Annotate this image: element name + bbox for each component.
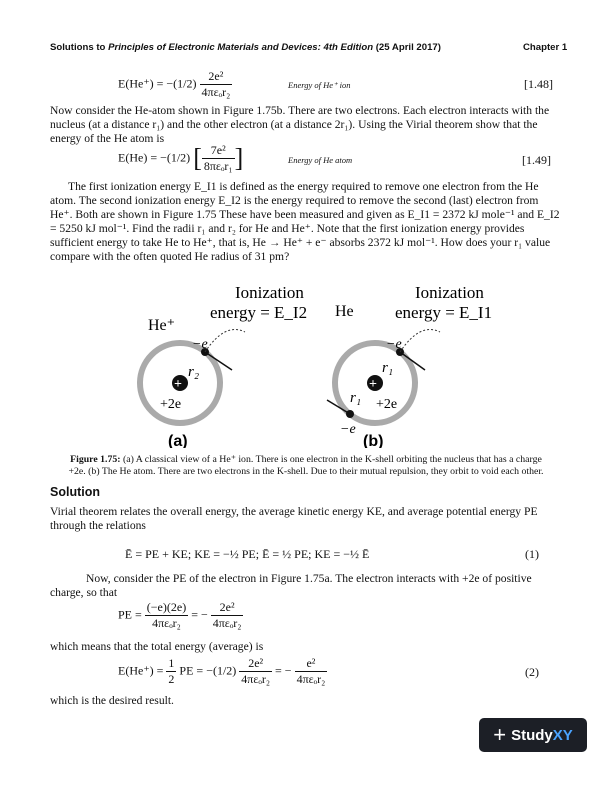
numerator: (−e)(2e) bbox=[146, 600, 187, 614]
plus-icon: + bbox=[493, 722, 507, 747]
charge-label: +2e bbox=[160, 397, 182, 412]
equation-label: Energy of He⁺ ion bbox=[288, 80, 351, 90]
eq-fraction bbox=[166, 656, 176, 687]
eq-lhs: PE = bbox=[118, 607, 142, 622]
logo-text: Study bbox=[511, 726, 553, 744]
svg-text:+: + bbox=[369, 377, 377, 392]
panel-label: (b) bbox=[363, 433, 384, 448]
denominator: 2 bbox=[168, 672, 175, 686]
denominator: 4πεₒr₂ bbox=[152, 616, 181, 630]
electron-label: −e bbox=[192, 337, 208, 352]
equation-label: Energy of He atom bbox=[288, 155, 353, 165]
svg-text:+: + bbox=[174, 377, 182, 392]
book-title: Principles of Electronic Materials and Devices: 4th Edition bbox=[108, 42, 374, 53]
eq-lhs: E(He) = −(1/2) bbox=[118, 150, 191, 165]
panel-a bbox=[140, 283, 307, 448]
energy-label: energy = E_I2 bbox=[210, 303, 308, 322]
panel-label: (a) bbox=[168, 433, 188, 448]
caption-text: (a) A classical view of a He⁺ ion. There is one electron in the K-shell orbiting the nucleus that has a charge +2e. (b) The He atom. There are two electrons in the K-shell. Due to their mutual repulsion, they orbit to void each other. bbox=[68, 454, 544, 477]
radius-label: r₁ bbox=[350, 390, 362, 406]
equation-pe bbox=[118, 600, 243, 631]
equation-number: [1.48] bbox=[524, 77, 553, 91]
header-date: (25 April 2017) bbox=[375, 42, 441, 53]
equation-1: Ē = PE + KE; KE = −½ PE; Ē = ½ PE; KE = −½ Ē bbox=[125, 547, 370, 561]
equation-number: (1) bbox=[525, 547, 539, 561]
ionization-label: Ionization bbox=[415, 283, 484, 302]
ion-label: He⁺ bbox=[148, 317, 176, 334]
logo-text-accent: XY bbox=[552, 726, 573, 744]
denominator: 4πεₒr₂ bbox=[296, 672, 326, 686]
figure-caption bbox=[62, 454, 550, 478]
paragraph: which means that the total energy (average) is bbox=[50, 640, 264, 653]
paragraph: The first ionization energy E_I1 is defined as the energy required to remove one electron from the He atom. The second ionization energy E_I2 is the energy required to remove the second (last) electron from He⁺. Both are shown in Figure 1.75 These have been measured and given as E_I1 = 2372 kJ mole⁻¹ and E_I2 = 5250 kJ mol⁻¹. Find the radii r₁ and r₂ for He and He⁺. Note that the first ionization energy provides sufficient energy to take He to He⁺, that is, He → He⁺ + e⁻ absorbs 2372 kJ mol⁻¹. How does your r₁ value compare with the often quoted He radius of 31 pm? bbox=[50, 180, 560, 263]
radius-label: r₂ bbox=[188, 364, 200, 380]
numerator: 2e² bbox=[239, 656, 272, 672]
paragraph: Now, consider the PE of the electron in Figure 1.75a. The electron interacts with +2e of positive charge, so that bbox=[50, 572, 532, 599]
ionization-label: Ionization bbox=[235, 283, 304, 302]
eq-operator: = − bbox=[191, 607, 208, 622]
eq-operator: = − bbox=[275, 663, 292, 678]
numerator: e² bbox=[295, 656, 328, 672]
paragraph: Virial theorem relates the overall energy, the average kinetic energy KE, and average potential energy PE through the relations bbox=[50, 505, 538, 532]
eq-fraction bbox=[211, 600, 244, 631]
figure-1-75 bbox=[120, 278, 500, 448]
energy-label: energy = E_I1 bbox=[395, 303, 493, 322]
caption-label: Figure 1.75: bbox=[70, 454, 121, 465]
electron-label: −e bbox=[340, 422, 356, 437]
eq-fraction bbox=[145, 600, 188, 631]
studyxy-logo bbox=[479, 718, 587, 752]
eq-fraction bbox=[295, 656, 328, 687]
electron-label: −e bbox=[386, 337, 402, 352]
denominator: 8πεₒr₁ bbox=[203, 159, 233, 173]
denominator: 4πεₒr₂ bbox=[241, 672, 271, 686]
panel-b bbox=[327, 283, 492, 448]
numerator: 2e² bbox=[200, 69, 233, 85]
ion-label: He bbox=[335, 303, 354, 320]
eq-fraction bbox=[239, 656, 272, 687]
numerator: 1 bbox=[168, 656, 175, 670]
eq-lhs: E(He⁺) = bbox=[118, 663, 164, 678]
charge-label: +2e bbox=[376, 397, 398, 412]
paragraph: which is the desired result. bbox=[50, 694, 174, 707]
chapter-label: Chapter 1 bbox=[523, 42, 568, 53]
header-prefix: Solutions to bbox=[50, 42, 109, 53]
solution-heading: Solution bbox=[50, 485, 100, 499]
equation-2 bbox=[118, 656, 327, 687]
eq-fraction bbox=[202, 143, 235, 174]
numerator: 2e² bbox=[211, 600, 244, 616]
eq-lhs: E(He⁺) = −(1/2) bbox=[118, 76, 197, 91]
eq-fraction bbox=[200, 69, 233, 100]
radius-label: r₁ bbox=[382, 360, 394, 376]
equation-number: (2) bbox=[525, 665, 539, 679]
denominator: 4πεₒr₂ bbox=[212, 616, 242, 630]
equation-number: [1.49] bbox=[522, 153, 551, 167]
paragraph: Now consider the He-atom shown in Figure 1.75b. There are two electrons. Each electron interacts with the nucleus (at a distance r₁) and the other electron (at a distance 2r₁). Using the Virial theorem show that the energy of the He atom is bbox=[50, 104, 550, 145]
eq-operator: PE = −(1/2) bbox=[179, 663, 237, 678]
denominator: 4πεₒr₂ bbox=[201, 85, 231, 99]
numerator: 7e² bbox=[202, 143, 235, 159]
running-header bbox=[50, 42, 441, 53]
equation-1-49: E(He) = −(1/2) [ $\frac{\text{7e²}}{\text{8πεₒr₁}}$ ] bbox=[118, 143, 244, 173]
equation-1-48 bbox=[118, 69, 232, 100]
